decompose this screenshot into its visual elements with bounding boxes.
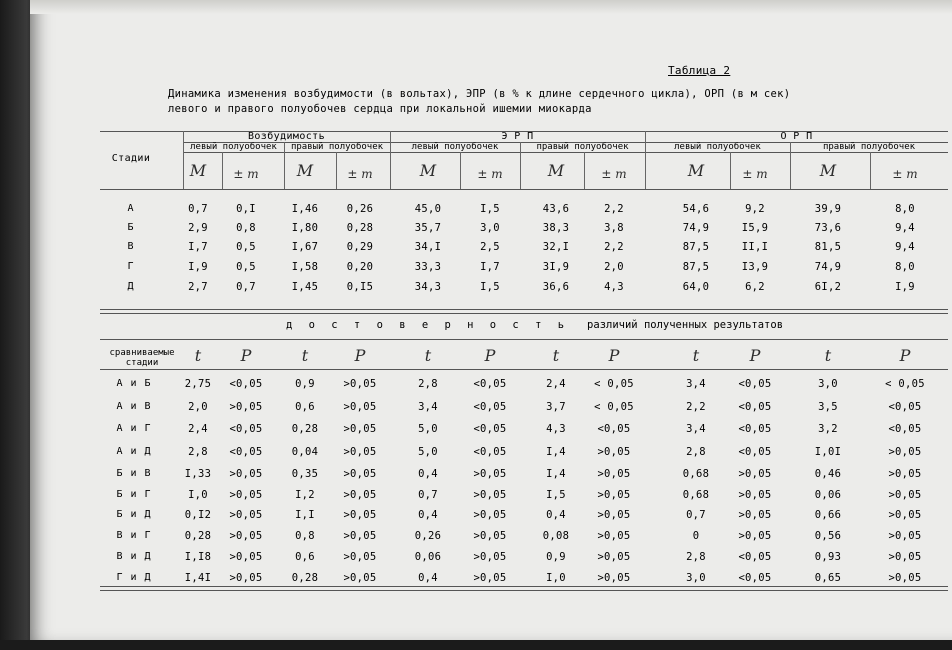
rule-mid-2 xyxy=(100,313,948,314)
compare-row-9-value-1: I,I8 xyxy=(184,551,212,563)
row-5-value-8: 4,3 xyxy=(604,281,624,293)
reliability-title xyxy=(286,319,783,331)
row-5-value-4: 0,I5 xyxy=(346,281,374,293)
compare-row-3-value-12: <0,05 xyxy=(888,423,922,435)
symbol-header-3: М xyxy=(296,161,314,180)
compare-row-3-value-1: 2,4 xyxy=(188,423,208,435)
compare-row-1-value-3: 0,9 xyxy=(295,378,315,390)
subgroup-header-5: левый полуобочек xyxy=(674,142,761,152)
symbol-header-10: ± m xyxy=(742,167,768,181)
row-3-value-7: 32,I xyxy=(542,241,570,253)
compare-row-9-value-3: 0,6 xyxy=(295,551,315,563)
row-5-value-6: I,5 xyxy=(480,281,500,293)
rule-header-bottom xyxy=(100,189,948,190)
compare-row-8-value-2: >0,05 xyxy=(229,530,263,542)
row-4-value-6: I,7 xyxy=(480,261,500,273)
compare-row-5-value-10: >0,05 xyxy=(738,468,772,480)
compare-row-pair-7: Б и Д xyxy=(116,509,152,520)
compare-row-10-value-5: 0,4 xyxy=(418,572,438,584)
compare-row-9-value-8: >0,05 xyxy=(597,551,631,563)
compare-row-3-value-5: 5,0 xyxy=(418,423,438,435)
compare-row-9-value-5: 0,06 xyxy=(414,551,442,563)
compare-row-2-value-7: 3,7 xyxy=(546,401,566,413)
compare-symbol-6: P xyxy=(484,346,496,365)
compare-row-10-value-11: 0,65 xyxy=(814,572,842,584)
compare-row-9-value-7: 0,9 xyxy=(546,551,566,563)
symbol-header-7: М xyxy=(547,161,565,180)
compare-row-10-value-12: >0,05 xyxy=(888,572,922,584)
compare-row-5-value-5: 0,4 xyxy=(418,468,438,480)
compare-row-7-value-5: 0,4 xyxy=(418,509,438,521)
row-2-value-4: 0,28 xyxy=(346,222,374,234)
compare-row-3-value-9: 3,4 xyxy=(686,423,706,435)
compare-row-6-value-3: I,2 xyxy=(295,489,315,501)
row-3-value-6: 2,5 xyxy=(480,241,500,253)
compare-row-7-value-3: I,I xyxy=(295,509,315,521)
row-3-value-11: 81,5 xyxy=(814,241,842,253)
row-2-value-2: 0,8 xyxy=(236,222,256,234)
rule-compare-header-bottom xyxy=(100,369,948,370)
compare-row-2-value-11: 3,5 xyxy=(818,401,838,413)
compare-row-10-value-10: <0,05 xyxy=(738,572,772,584)
compare-symbol-5: t xyxy=(424,346,432,365)
compare-row-2-value-2: >0,05 xyxy=(229,401,263,413)
compare-symbol-2: P xyxy=(240,346,252,365)
compare-row-9-value-11: 0,93 xyxy=(814,551,842,563)
row-4-value-7: 3I,9 xyxy=(542,261,570,273)
row-1-value-10: 9,2 xyxy=(745,203,765,215)
compare-row-6-value-1: I,0 xyxy=(188,489,208,501)
row-1-value-4: 0,26 xyxy=(346,203,374,215)
compare-row-4-value-6: <0,05 xyxy=(473,446,507,458)
compare-row-4-value-11: I,0I xyxy=(814,446,842,458)
row-1-value-1: 0,7 xyxy=(188,203,208,215)
row-4-value-1: I,9 xyxy=(188,261,208,273)
compare-row-2-value-9: 2,2 xyxy=(686,401,706,413)
compare-row-6-value-8: >0,05 xyxy=(597,489,631,501)
row-5-value-7: 36,6 xyxy=(542,281,570,293)
rule-sub xyxy=(183,152,948,153)
compare-row-pair-6: Б и Г xyxy=(116,489,152,500)
compare-row-2-value-1: 2,0 xyxy=(188,401,208,413)
compare-row-6-value-4: >0,05 xyxy=(343,489,377,501)
compare-symbol-11: t xyxy=(824,346,832,365)
rule-compare-top xyxy=(100,339,948,340)
row-5-value-11: 6I,2 xyxy=(814,281,842,293)
compare-row-8-value-1: 0,28 xyxy=(184,530,212,542)
row-3-value-2: 0,5 xyxy=(236,241,256,253)
compare-row-6-value-5: 0,7 xyxy=(418,489,438,501)
row-1-value-9: 54,6 xyxy=(682,203,710,215)
compare-row-1-value-8: < 0,05 xyxy=(594,378,634,390)
compare-row-8-value-9: 0 xyxy=(692,530,700,542)
group-header-2: Э Р П xyxy=(501,131,534,142)
compare-row-10-value-2: >0,05 xyxy=(229,572,263,584)
compare-row-4-value-10: <0,05 xyxy=(738,446,772,458)
compare-symbol-4: P xyxy=(354,346,366,365)
page-top-shadow xyxy=(30,0,952,14)
symbol-header-2: ± m xyxy=(233,167,259,181)
compare-row-10-value-7: I,0 xyxy=(546,572,566,584)
compare-symbol-8: P xyxy=(608,346,620,365)
rule-mid-1 xyxy=(100,309,948,310)
compare-row-10-value-4: >0,05 xyxy=(343,572,377,584)
compare-row-7-value-12: >0,05 xyxy=(888,509,922,521)
compare-row-4-value-8: >0,05 xyxy=(597,446,631,458)
symbol-header-9: М xyxy=(687,161,705,180)
compare-row-3-value-8: <0,05 xyxy=(597,423,631,435)
compare-row-7-value-8: >0,05 xyxy=(597,509,631,521)
compare-stage-header: сравниваемые стадии xyxy=(109,348,175,368)
compare-row-9-value-2: >0,05 xyxy=(229,551,263,563)
rule-bottom-2 xyxy=(100,590,948,591)
compare-row-4-value-9: 2,8 xyxy=(686,446,706,458)
row-3-value-4: 0,29 xyxy=(346,241,374,253)
symbol-header-6: ± m xyxy=(477,167,503,181)
compare-row-5-value-9: 0,68 xyxy=(682,468,710,480)
group-header-3: О Р П xyxy=(780,131,813,142)
compare-row-5-value-11: 0,46 xyxy=(814,468,842,480)
compare-row-5-value-8: >0,05 xyxy=(597,468,631,480)
compare-row-9-value-12: >0,05 xyxy=(888,551,922,563)
row-5-value-12: I,9 xyxy=(895,281,915,293)
compare-row-4-value-3: 0,04 xyxy=(291,446,319,458)
symbol-header-5: М xyxy=(419,161,437,180)
row-4-value-4: 0,20 xyxy=(346,261,374,273)
row-4-value-11: 74,9 xyxy=(814,261,842,273)
caption-line-1: Динамика изменения возбудимости (в вольтах), ЭПР (в % к длине сердечного цикла), ОРП (в м сек) xyxy=(168,88,791,100)
reliability-title-spaced: д о с т о в е р н о с т ь xyxy=(286,319,570,331)
compare-row-9-value-10: <0,05 xyxy=(738,551,772,563)
row-stage-2: Б xyxy=(127,222,135,233)
compare-row-3-value-10: <0,05 xyxy=(738,423,772,435)
row-4-value-2: 0,5 xyxy=(236,261,256,273)
subgroup-header-4: правый полуобочек xyxy=(536,142,629,152)
symbol-header-4: ± m xyxy=(347,167,373,181)
compare-row-8-value-12: >0,05 xyxy=(888,530,922,542)
compare-row-6-value-6: >0,05 xyxy=(473,489,507,501)
compare-row-1-value-12: < 0,05 xyxy=(885,378,925,390)
compare-row-2-value-4: >0,05 xyxy=(343,401,377,413)
row-1-value-5: 45,0 xyxy=(414,203,442,215)
compare-row-4-value-12: >0,05 xyxy=(888,446,922,458)
compare-row-4-value-1: 2,8 xyxy=(188,446,208,458)
compare-row-pair-1: А и Б xyxy=(116,378,152,389)
row-stage-4: Г xyxy=(127,261,135,272)
row-3-value-12: 9,4 xyxy=(895,241,915,253)
compare-row-1-value-2: <0,05 xyxy=(229,378,263,390)
compare-row-3-value-11: 3,2 xyxy=(818,423,838,435)
row-3-value-9: 87,5 xyxy=(682,241,710,253)
compare-row-pair-10: Г и Д xyxy=(116,572,152,583)
row-3-value-1: I,7 xyxy=(188,241,208,253)
row-stage-5: Д xyxy=(127,281,135,292)
compare-row-4-value-4: >0,05 xyxy=(343,446,377,458)
caption-line-2: левого и правого полуобочев сердца при локальной ишемии миокарда xyxy=(168,103,592,115)
compare-row-pair-3: А и Г xyxy=(116,423,152,434)
row-4-value-12: 8,0 xyxy=(895,261,915,273)
compare-row-9-value-9: 2,8 xyxy=(686,551,706,563)
compare-row-8-value-8: >0,05 xyxy=(597,530,631,542)
compare-symbol-12: P xyxy=(899,346,911,365)
compare-row-6-value-11: 0,06 xyxy=(814,489,842,501)
compare-row-pair-2: А и В xyxy=(116,401,152,412)
compare-row-9-value-4: >0,05 xyxy=(343,551,377,563)
compare-row-1-value-1: 2,75 xyxy=(184,378,212,390)
row-1-value-6: I,5 xyxy=(480,203,500,215)
compare-row-7-value-9: 0,7 xyxy=(686,509,706,521)
compare-row-4-value-7: I,4 xyxy=(546,446,566,458)
row-1-value-11: 39,9 xyxy=(814,203,842,215)
subgroup-header-1: левый полуобочек xyxy=(190,142,277,152)
row-4-value-9: 87,5 xyxy=(682,261,710,273)
compare-row-1-value-4: >0,05 xyxy=(343,378,377,390)
row-2-value-6: 3,0 xyxy=(480,222,500,234)
compare-row-7-value-6: >0,05 xyxy=(473,509,507,521)
compare-row-pair-4: А и Д xyxy=(116,446,152,457)
vline-sym-5 xyxy=(870,152,871,189)
compare-row-5-value-1: I,33 xyxy=(184,468,212,480)
compare-row-4-value-5: 5,0 xyxy=(418,446,438,458)
row-4-value-8: 2,0 xyxy=(604,261,624,273)
compare-row-3-value-3: 0,28 xyxy=(291,423,319,435)
compare-row-1-value-10: <0,05 xyxy=(738,378,772,390)
row-2-value-3: I,80 xyxy=(291,222,319,234)
row-1-value-7: 43,6 xyxy=(542,203,570,215)
row-3-value-5: 34,I xyxy=(414,241,442,253)
symbol-header-12: ± m xyxy=(892,167,918,181)
compare-row-7-value-2: >0,05 xyxy=(229,509,263,521)
row-5-value-5: 34,3 xyxy=(414,281,442,293)
row-4-value-5: 33,3 xyxy=(414,261,442,273)
compare-symbol-7: t xyxy=(552,346,560,365)
compare-row-8-value-3: 0,8 xyxy=(295,530,315,542)
compare-row-7-value-4: >0,05 xyxy=(343,509,377,521)
row-3-value-3: I,67 xyxy=(291,241,319,253)
row-2-value-8: 3,8 xyxy=(604,222,624,234)
row-stage-3: В xyxy=(127,241,135,252)
compare-row-5-value-2: >0,05 xyxy=(229,468,263,480)
row-5-value-1: 2,7 xyxy=(188,281,208,293)
compare-symbol-9: t xyxy=(692,346,700,365)
subgroup-header-6: правый полуобочек xyxy=(822,142,916,152)
compare-row-3-value-4: >0,05 xyxy=(343,423,377,435)
compare-row-10-value-3: 0,28 xyxy=(291,572,319,584)
row-1-value-2: 0,I xyxy=(236,203,256,215)
compare-row-2-value-8: < 0,05 xyxy=(594,401,634,413)
compare-row-1-value-11: 3,0 xyxy=(818,378,838,390)
compare-row-3-value-2: <0,05 xyxy=(229,423,263,435)
compare-row-pair-9: В и Д xyxy=(116,551,152,562)
compare-row-10-value-9: 3,0 xyxy=(686,572,706,584)
compare-symbol-1: t xyxy=(194,346,202,365)
compare-row-6-value-10: >0,05 xyxy=(738,489,772,501)
symbol-header-11: М xyxy=(819,161,837,180)
compare-row-6-value-9: 0,68 xyxy=(682,489,710,501)
compare-row-10-value-6: >0,05 xyxy=(473,572,507,584)
compare-row-5-value-4: >0,05 xyxy=(343,468,377,480)
compare-row-5-value-12: >0,05 xyxy=(888,468,922,480)
row-2-value-11: 73,6 xyxy=(814,222,842,234)
compare-row-3-value-7: 4,3 xyxy=(546,423,566,435)
compare-row-4-value-2: <0,05 xyxy=(229,446,263,458)
stage-header: Стадии xyxy=(111,153,151,164)
compare-row-6-value-12: >0,05 xyxy=(888,489,922,501)
compare-row-2-value-10: <0,05 xyxy=(738,401,772,413)
row-stage-1: А xyxy=(127,203,135,214)
compare-row-2-value-3: 0,6 xyxy=(295,401,315,413)
group-header-1: Возбудимость xyxy=(247,131,326,142)
symbol-header-8: ± m xyxy=(601,167,627,181)
compare-row-2-value-12: <0,05 xyxy=(888,401,922,413)
compare-row-10-value-1: I,4I xyxy=(184,572,212,584)
compare-row-6-value-7: I,5 xyxy=(546,489,566,501)
row-2-value-7: 38,3 xyxy=(542,222,570,234)
compare-row-3-value-6: <0,05 xyxy=(473,423,507,435)
row-1-value-3: I,46 xyxy=(291,203,319,215)
compare-row-pair-5: Б и В xyxy=(116,468,152,479)
compare-row-8-value-7: 0,08 xyxy=(542,530,570,542)
row-1-value-8: 2,2 xyxy=(604,203,624,215)
row-2-value-9: 74,9 xyxy=(682,222,710,234)
compare-row-5-value-7: I,4 xyxy=(546,468,566,480)
compare-row-9-value-6: >0,05 xyxy=(473,551,507,563)
compare-symbol-3: t xyxy=(301,346,309,365)
compare-row-7-value-7: 0,4 xyxy=(546,509,566,521)
compare-row-6-value-2: >0,05 xyxy=(229,489,263,501)
row-5-value-3: I,45 xyxy=(291,281,319,293)
table-number: Таблица 2 xyxy=(668,64,731,77)
bottom-edge xyxy=(0,640,952,650)
subgroup-header-2: правый полуобочек xyxy=(290,142,384,152)
compare-row-pair-8: В и Г xyxy=(116,530,152,541)
compare-row-7-value-10: >0,05 xyxy=(738,509,772,521)
compare-row-1-value-7: 2,4 xyxy=(546,378,566,390)
compare-row-2-value-5: 3,4 xyxy=(418,401,438,413)
row-5-value-2: 0,7 xyxy=(236,281,256,293)
compare-row-8-value-5: 0,26 xyxy=(414,530,442,542)
compare-row-1-value-5: 2,8 xyxy=(418,378,438,390)
compare-row-8-value-4: >0,05 xyxy=(343,530,377,542)
row-3-value-10: II,I xyxy=(741,241,769,253)
row-2-value-1: 2,9 xyxy=(188,222,208,234)
compare-row-10-value-8: >0,05 xyxy=(597,572,631,584)
compare-row-8-value-6: >0,05 xyxy=(473,530,507,542)
subgroup-header-3: левый полуобочек xyxy=(411,142,499,152)
rule-bottom-1 xyxy=(100,586,948,587)
compare-row-8-value-11: 0,56 xyxy=(814,530,842,542)
compare-row-1-value-9: 3,4 xyxy=(686,378,706,390)
compare-row-7-value-1: 0,I2 xyxy=(184,509,212,521)
compare-row-5-value-6: >0,05 xyxy=(473,468,507,480)
row-4-value-3: I,58 xyxy=(291,261,319,273)
reliability-title-rest: различий полученных результатов xyxy=(587,319,784,331)
compare-row-5-value-3: 0,35 xyxy=(291,468,319,480)
row-2-value-5: 35,7 xyxy=(414,222,442,234)
compare-symbol-10: P xyxy=(749,346,761,365)
row-5-value-10: 6,2 xyxy=(745,281,765,293)
compare-row-8-value-10: >0,05 xyxy=(738,530,772,542)
row-3-value-8: 2,2 xyxy=(604,241,624,253)
row-5-value-9: 64,0 xyxy=(682,281,710,293)
row-4-value-10: I3,9 xyxy=(741,261,769,273)
row-1-value-12: 8,0 xyxy=(895,203,915,215)
compare-row-7-value-11: 0,66 xyxy=(814,509,842,521)
symbol-header-1: М xyxy=(189,161,207,180)
row-2-value-12: 9,4 xyxy=(895,222,915,234)
compare-row-2-value-6: <0,05 xyxy=(473,401,507,413)
compare-row-1-value-6: <0,05 xyxy=(473,378,507,390)
row-2-value-10: I5,9 xyxy=(741,222,769,234)
